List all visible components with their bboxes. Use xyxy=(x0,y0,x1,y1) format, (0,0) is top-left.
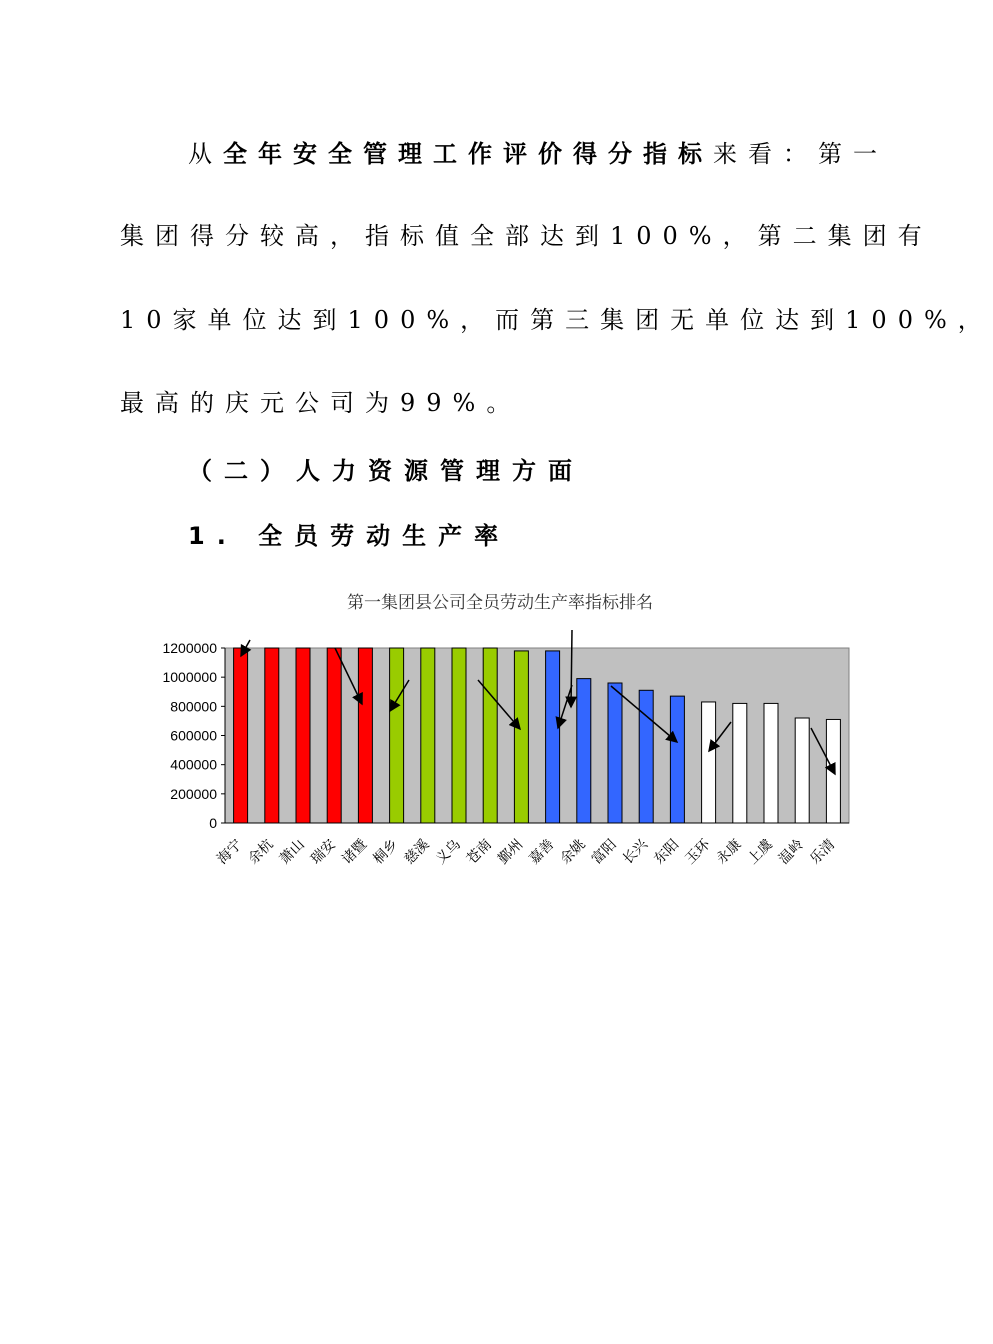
bar xyxy=(733,703,747,823)
y-tick-label: 800000 xyxy=(170,698,217,715)
y-tick-label: 600000 xyxy=(170,727,217,744)
paragraph-line-1 xyxy=(120,134,888,169)
bar xyxy=(421,648,435,823)
section-heading: （二）人力资源管理方面 xyxy=(188,457,584,485)
bar xyxy=(670,696,684,823)
line-1-bold: 全年安全管理工作评价得分指标 xyxy=(223,140,713,168)
x-tick-label: 余杭 xyxy=(245,836,277,868)
x-tick-label: 温岭 xyxy=(775,836,808,868)
paragraph-line-2: 集团得分较高，指标值全部达到100%，第二集团有 xyxy=(120,222,933,250)
x-tick-label: 乐清 xyxy=(807,836,839,868)
y-tick-label: 400000 xyxy=(170,756,217,773)
bar xyxy=(296,648,310,823)
bar xyxy=(639,690,653,823)
bar xyxy=(265,648,279,823)
x-tick-label: 桐乡 xyxy=(370,836,402,868)
x-tick-label: 富阳 xyxy=(588,836,620,868)
bar xyxy=(358,648,372,823)
x-tick-label: 萧山 xyxy=(276,836,308,868)
paragraph-line-4: 最高的庆元公司为99%。 xyxy=(120,389,522,417)
x-tick-label: 东阳 xyxy=(651,836,683,868)
bar xyxy=(390,648,404,823)
subsection-heading: 1. 全员劳动生产率 xyxy=(188,522,511,550)
x-tick-label: 鄞州 xyxy=(495,836,527,868)
plot-background xyxy=(225,648,849,823)
x-tick-label: 嘉善 xyxy=(526,836,558,868)
bar xyxy=(795,718,809,823)
bar xyxy=(577,679,591,823)
bar xyxy=(514,651,528,823)
paragraph-line-3: 10家单位达到100%，而第三集团无单位达到100%， xyxy=(120,306,993,334)
x-tick-label: 苍南 xyxy=(463,836,496,868)
x-tick-label: 慈溪 xyxy=(401,836,433,868)
annotation-arrow xyxy=(571,630,572,707)
labor-productivity-chart xyxy=(140,580,860,890)
x-tick-label: 上虞 xyxy=(744,836,776,868)
x-tick-label: 诸暨 xyxy=(339,836,371,868)
x-tick-label: 义乌 xyxy=(432,836,464,868)
bar xyxy=(608,683,622,823)
line-1-suffix: 来看：第一 xyxy=(713,140,888,168)
x-tick-label: 瑞安 xyxy=(307,836,340,868)
chart-title: 第一集团县公司全员劳动生产率指标排名 xyxy=(347,593,653,613)
x-tick-label: 永康 xyxy=(713,836,745,868)
y-tick-label: 1200000 xyxy=(162,640,217,656)
y-tick-label: 200000 xyxy=(170,785,217,802)
y-tick-label: 1000000 xyxy=(162,669,217,686)
bar xyxy=(452,648,466,823)
x-tick-label: 长兴 xyxy=(619,836,652,868)
bar xyxy=(327,648,341,823)
y-tick-label: 0 xyxy=(209,815,217,831)
x-tick-label: 玉环 xyxy=(682,836,714,868)
bar xyxy=(546,651,560,823)
x-tick-label: 海宁 xyxy=(214,836,246,868)
line-1-prefix: 从 xyxy=(188,140,223,168)
bar xyxy=(764,703,778,823)
x-tick-label: 余姚 xyxy=(557,836,589,868)
bar xyxy=(483,648,497,823)
plot-area xyxy=(162,630,849,868)
bar xyxy=(702,702,716,823)
bar xyxy=(234,648,248,823)
